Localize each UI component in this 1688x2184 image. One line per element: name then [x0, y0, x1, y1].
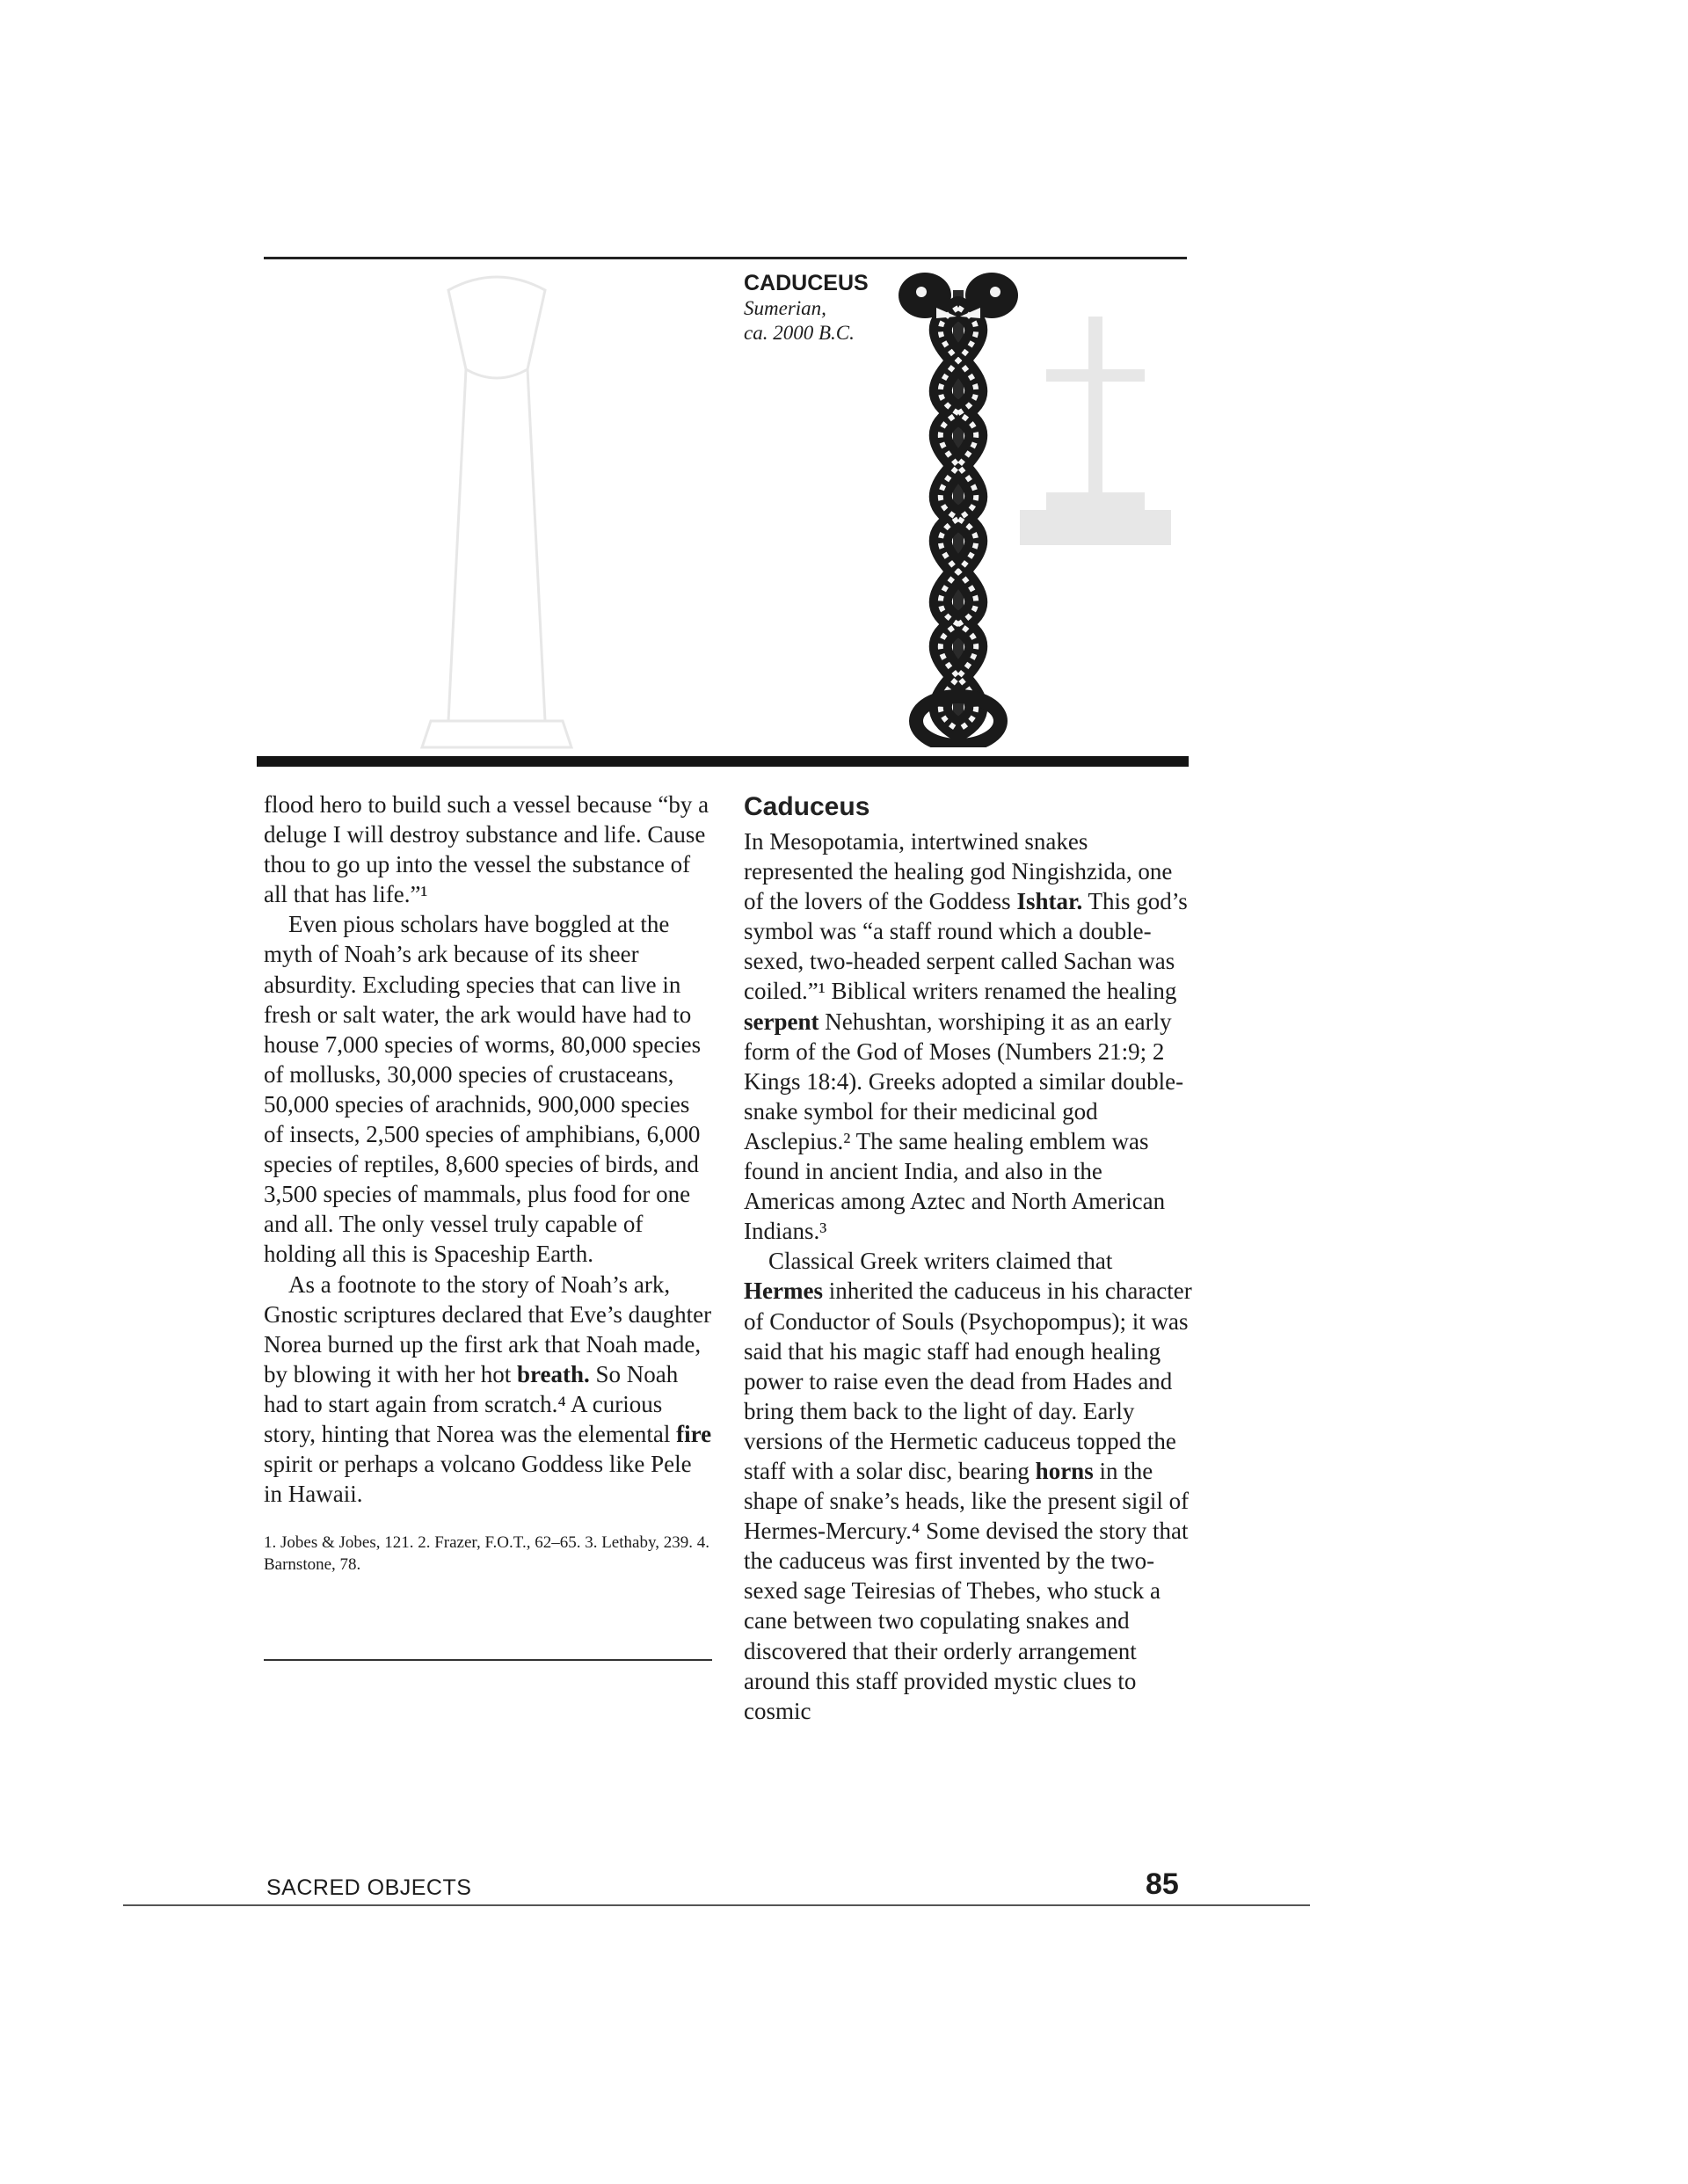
figure-date: ca. 2000 B.C.	[744, 322, 855, 344]
term-breath: breath.	[516, 1360, 590, 1387]
term-ishtar: Ishtar.	[1016, 888, 1083, 915]
right-p1-text-1: In Mesopotamia, intertwined snakes represented the healing god Ningishzida, one of the lovers of the Goddess	[744, 828, 1173, 915]
top-rule	[264, 257, 1187, 259]
footer-section-title: SACRED OBJECTS	[266, 1875, 472, 1900]
left-p3-text-3: spirit or perhaps a volcano Goddess like Pele in Hawaii.	[264, 1451, 692, 1508]
section-heading: Caduceus	[744, 792, 870, 821]
term-hermes: Hermes	[744, 1278, 823, 1305]
scan-edge-line	[123, 1904, 1310, 1906]
right-p2-text-1: Classical Greek writers claimed that	[768, 1248, 1113, 1275]
footnotes: 1. Jobes & Jobes, 121. 2. Frazer, F.O.T., 62–65. 3. Lethaby, 239. 4. Barnstone, 78.	[264, 1533, 709, 1575]
term-horns: horns	[1035, 1457, 1094, 1484]
left-paragraph-3	[264, 1270, 712, 1510]
term-fire: fire	[676, 1420, 712, 1447]
right-p2-text-2: inherited the caduceus in his character of Conductor of Souls (Psychopompus); it was said that his magic staff had enough healing power to raise even the dead from Hades and bring them back to the light of day. Early versions of the Hermetic caduceus topped the staff with a solar disc, bearing	[744, 1278, 1192, 1484]
left-p3-text-2: So Noah had to start again from scratch.⁴ A curious story, hinting that Norea was the elemental	[264, 1360, 679, 1447]
page-number: 85	[1146, 1867, 1179, 1901]
bleed-through-figure-left	[396, 264, 598, 756]
right-p2-text-3: in the shape of snake’s heads, like the present sigil of Hermes-Mercury.⁴ Some devised the story that the caduceus was first invented by the two-sexed sage Teiresias of Thebes, who stuck a cane between two copulating snakes and discovered that their orderly arrangement around this staff provided mystic clues to cosmic	[744, 1457, 1190, 1724]
left-paragraph-1: flood hero to build such a vessel because “by a deluge I will destroy substance and life. Cause thou to go up into the vessel the substance of all that has life.”¹	[264, 791, 709, 908]
left-p3-text-1: As a footnote to the story of Noah’s ark, Gnostic scriptures declared that Eve’s daughter Norea burned up the first ark that Noah made, by blowing it with her hot	[264, 1270, 712, 1387]
right-paragraph-1	[744, 826, 1192, 1246]
left-column	[264, 790, 712, 1576]
right-p1-text-3: Nehushtan, worshiping it as an early form of the God of Moses (Numbers 21:9; 2 Kings 18:4). Greeks adopted a similar double-snake symbol for their medicinal god Asclepius.² The same healing emblem was found in ancient India, and also in the Americas among Aztec and North American Indians.³	[744, 1008, 1184, 1245]
thick-divider-rule	[257, 756, 1189, 767]
figure-title: CADUCEUS	[744, 271, 869, 295]
caduceus-illustration	[888, 264, 1029, 747]
left-paragraph-2: Even pious scholars have boggled at the myth of Noah’s ark because of its sheer absurdity. Excluding species that can live in fresh or salt water, the ark would have had to house 7,000 species of worms, 80,000 species of mollusks, 30,000 species of crustaceans, 50,000 species of arachnids, 900,000 species of insects, 2,500 species of amphibians, 6,000 species of reptiles, 8,600 species of birds, and 3,500 species of mammals, plus food for one and all. The only vessel truly capable of holding all this is Spaceship Earth.	[264, 911, 702, 1268]
right-p1-text-2: This god’s symbol was “a staff round which a double-sexed, two-headed serpent called Sachan was coiled.”¹ Biblical writers renamed the healing	[744, 888, 1188, 1005]
figure-origin: Sumerian,	[744, 297, 826, 319]
notes-rule	[264, 1659, 712, 1661]
right-paragraph-2	[744, 1246, 1192, 1726]
bleed-through-cross	[1011, 317, 1187, 563]
term-serpent: serpent	[744, 1008, 819, 1035]
right-column	[744, 790, 1192, 1726]
